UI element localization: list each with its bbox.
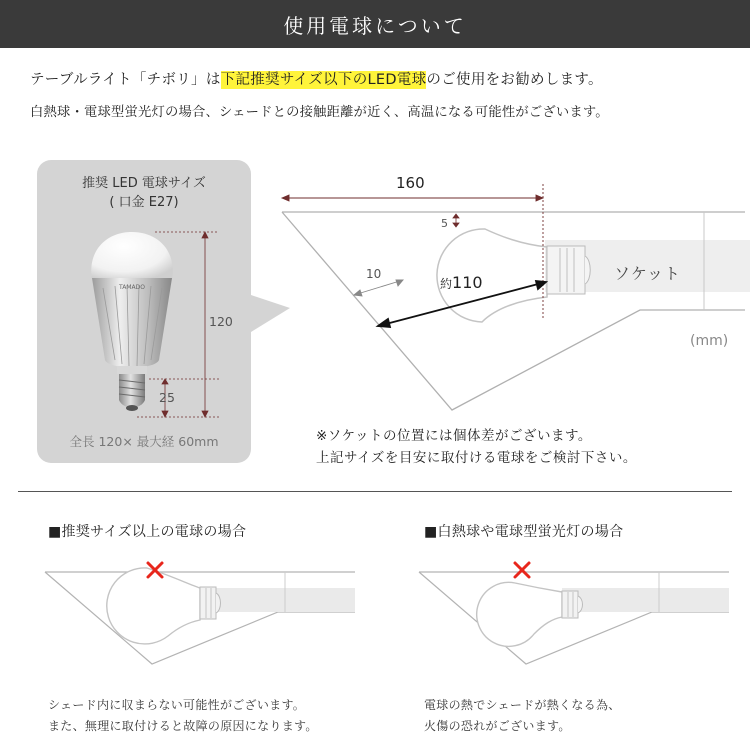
oversize-bulb-diagram xyxy=(40,560,370,670)
cross-icon xyxy=(515,563,529,577)
case-oversize-title: ■推奨サイズ以上の電球の場合 xyxy=(48,524,247,540)
note-line-1: ※ソケットの位置には個体差がございます。 xyxy=(316,428,592,444)
section-header xyxy=(0,0,750,48)
socket-label: ソケット xyxy=(614,264,682,283)
intro-highlight: 下記推奨サイズ以下のLED電球 xyxy=(220,72,427,88)
incandescent-bulb-diagram xyxy=(414,560,744,670)
case-incandescent-text-1: 電球の熱でシェードが熱くなる為、 xyxy=(424,698,621,712)
intro-line-1-pre: テーブルライト「チボリ」は xyxy=(30,72,221,88)
width-dimension-label: 160 xyxy=(396,174,425,192)
diameter-value: 110 xyxy=(452,273,483,292)
case-incandescent-title: ■白熱球や電球型蛍光灯の場合 xyxy=(424,524,624,540)
case-incandescent-text-2: 火傷の恐れがございます。 xyxy=(424,719,571,733)
intro-line-1-post: のご使用をお勧めします。 xyxy=(426,72,603,88)
intro-line-1 xyxy=(30,68,603,89)
gap-dimension-label: 5 xyxy=(441,217,448,230)
bulb-brand-text: TAMADO xyxy=(119,284,145,291)
bulb-height-label: 120 xyxy=(209,314,233,329)
header-title: 使用電球について xyxy=(283,13,467,38)
card-subtitle: ( 口金 E27) xyxy=(109,195,179,210)
case-oversize-text-1: シェード内に収まらない可能性がございます。 xyxy=(48,698,306,712)
section-divider xyxy=(18,491,732,492)
intro-line-2: 白熱球・電球型蛍光灯の場合、シェードとの接触距離が近く、高温になる可能性がございます。 xyxy=(30,105,609,120)
diameter-dimension-label xyxy=(440,273,483,292)
bulb-size-summary: 全長 120× 最大経 60mm xyxy=(69,434,219,449)
unit-label: (mm) xyxy=(690,333,729,349)
offset-dimension-label: 10 xyxy=(366,267,382,281)
base-height-label: 25 xyxy=(159,390,175,405)
card-title: 推奨 LED 電球サイズ xyxy=(82,176,206,191)
shade-dimension-diagram xyxy=(0,160,750,460)
note-line-2: 上記サイズを目安に取付ける電球をご検討下さい。 xyxy=(316,450,637,466)
case-oversize-text-2: また、無理に取付けると故障の原因になります。 xyxy=(48,719,318,733)
diameter-prefix: 約 xyxy=(440,277,453,291)
